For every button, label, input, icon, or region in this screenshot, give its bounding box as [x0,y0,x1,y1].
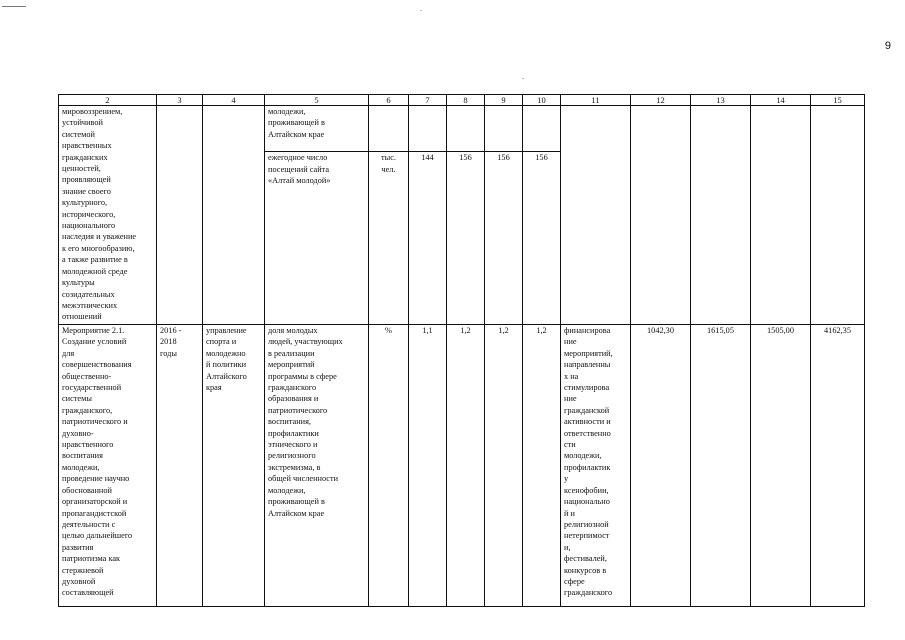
indicator-text: доля молодых людей, участвующих в реализации мероприятий программы в сфере гражданского образования и патриотического воспитания, профилактики этнического и религиозного экстремизма, в общей численности молодежи, проживающей в Алтайском крае [265,325,369,607]
header-cell: 9 [485,95,523,106]
page-number: 9 [884,40,891,52]
amount-cell: 4162,35 [811,325,865,607]
unit-cell: тыс. чел. [369,152,409,325]
executor-cell: управление спорта и молодежно й политики Алтайского края [203,325,265,607]
period-cell: 2016 - 2018 годы [157,325,203,607]
value-cell: 156 [447,152,485,325]
scan-speck [420,10,422,11]
value-cell: 1,1 [409,325,447,607]
empty-cell [631,106,691,325]
empty-cell [485,106,523,152]
empty-cell [369,106,409,152]
amount-cell: 1505,00 [751,325,811,607]
header-cell: 13 [691,95,751,106]
amount-cell: 1615,05 [691,325,751,607]
value-cell: 144 [409,152,447,325]
indicator-text: ежегодное число посещений сайта «Алтай молодой» [265,152,369,325]
header-cell: 4 [203,95,265,106]
header-cell: 10 [523,95,561,106]
empty-cell [203,106,265,325]
header-row [59,95,865,106]
header-cell: 14 [751,95,811,106]
empty-cell [561,106,631,325]
empty-cell [447,106,485,152]
value-cell: 1,2 [447,325,485,607]
amount-cell: 1042,30 [631,325,691,607]
value-cell: 1,2 [485,325,523,607]
header-cell: 15 [811,95,865,106]
table-row [59,106,865,152]
result-description: финансирова ние мероприятий, направленны х на стимулирова ние гражданской активности и ответственно сти молодежи, профилактик у ксенофобии, национально й и религиозной нетерпимост и, фестивалей, конкурсов в сфере гражданского [561,325,631,607]
empty-cell [409,106,447,152]
header-cell: 11 [561,95,631,106]
header-cell: 7 [409,95,447,106]
empty-cell [691,106,751,325]
scan-speck [522,78,524,79]
empty-cell [157,106,203,325]
unit-cell: % [369,325,409,607]
header-cell: 8 [447,95,485,106]
measure-description: Мероприятие 2.1. Создание условий для совершенствования общественно- государственной системы гражданского, патриотического и духовно- нравственного воспитания молодежи, проведение научно обоснованной организаторской и пропагандистской деятельности с целью дальнейшего развития патриотизма как стержневой духовной составляющей [59,325,157,607]
corner-mark [2,6,26,7]
value-cell: 1,2 [523,325,561,607]
header-cell: 12 [631,95,691,106]
value-cell: 156 [523,152,561,325]
empty-cell [523,106,561,152]
empty-cell [811,106,865,325]
header-cell: 5 [265,95,369,106]
header-cell: 2 [59,95,157,106]
value-cell: 156 [485,152,523,325]
empty-cell [751,106,811,325]
header-cell: 6 [369,95,409,106]
table-row [59,325,865,607]
task-description: мировоззрением, устойчивой системой нравственных гражданских ценностей, проявляющей знание своего культурного, исторического, национального наследия и уважение к его многообразию, а также развитие в молодежной среде культуры созидательных межэтнических отношений [59,106,157,325]
program-table [58,94,865,607]
indicator-text: молодежи, проживающей в Алтайском крае [265,106,369,152]
header-cell: 3 [157,95,203,106]
